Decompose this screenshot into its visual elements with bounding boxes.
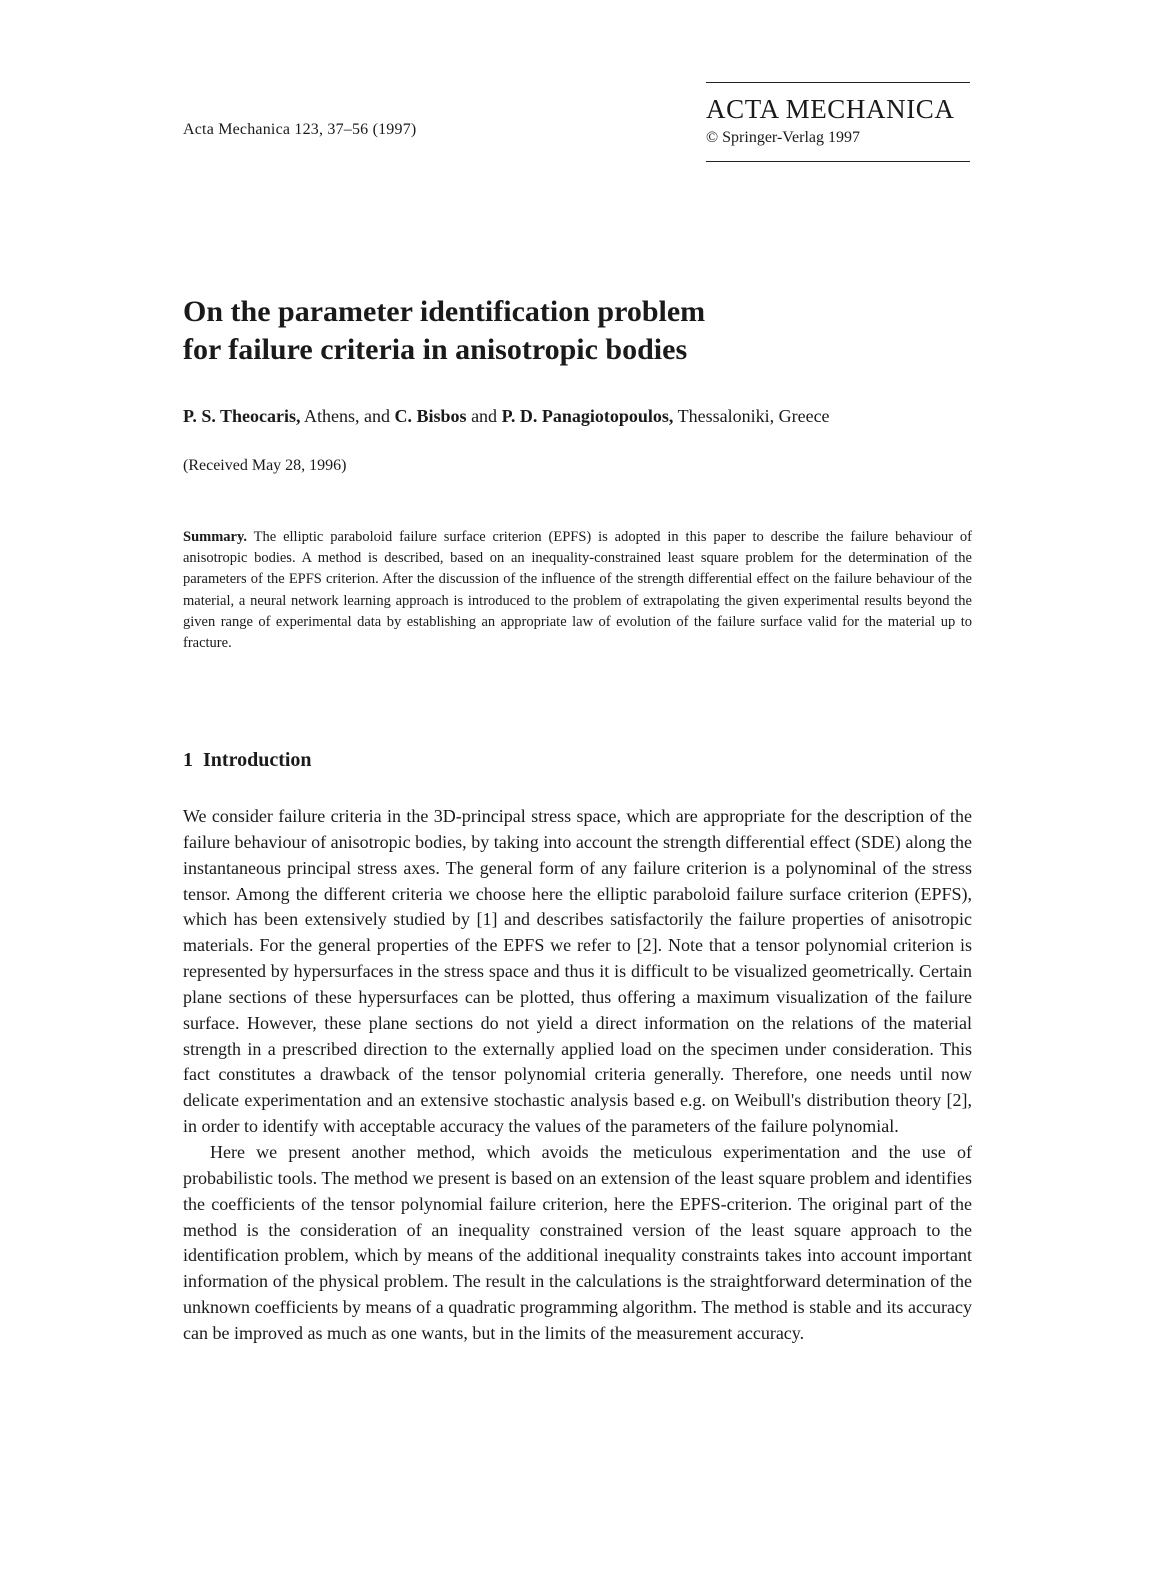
- body-paragraph: We consider failure criteria in the 3D-principal stress space, which are appropriate for the description of the failure behaviour of anisotropic bodies, by taking into account the strength differential effect (SDE) along the instantaneous principal stress axes. The general form of any failure criterion is a polynominal of the stress tensor. Among the different criteria we choose here the elliptic paraboloid failure surface criterion (EPFS), which has been extensively studied by [1] and describes satisfactorily the failure properties of anisotropic materials. For the general properties of the EPFS we refer to [2]. Note that a tensor polynomial criterion is represented by hypersurfaces in the stress space and thus it is difficult to be visualized geometrically. Certain plane sections of these hypersurfaces can be plotted, thus offering a maximum visualization of the failure surface. However, these plane sections do not yield a direct information on the relations of the material strength in a prescribed direction to the externally applied load on the specimen under consideration. This fact constitutes a drawback of the tensor polynomial criteria generally. Therefore, one needs until now delicate experimentation and an extensive stochastic analysis based e.g. on Weibull's distribution theory [2], in order to identify with acceptable accuracy the values of the parameters of the failure polynomial.: [183, 806, 972, 1137]
- journal-masthead: [706, 82, 970, 162]
- author-bisbos: C. Bisbos: [394, 406, 467, 426]
- introduction-body: [183, 804, 972, 1347]
- summary-text: The elliptic paraboloid failure surface criterion (EPFS) is adopted in this paper to describe the failure behaviour of anisotropic bodies. A method is described, based on an inequality-constrained least square problem for the determination of the parameters of the EPFS criterion. After the discussion of the influence of the strength differential effect on the failure behaviour of the material, a neural network learning approach is introduced to the problem of extrapolating the given experimental results beyond the given range of experimental data by establishing an appropriate law of evolution of the failure surface valid for the material up to fracture.: [183, 529, 972, 652]
- body-paragraph: Here we present another method, which avoids the meticulous experimentation and the use of probabilistic tools. The method we present is based on an extension of the least square problem and identifies the coefficients of the tensor polynomial failure criterion, here the EPFS-criterion. The original part of the method is the consideration of an inequality constrained version of the least square approach to the identification problem, which by means of the additional inequality constraints takes into account important information of the physical problem. The result in the calculations is the straightforward determination of the unknown coefficients by means of a quadratic programming algorithm. The method is stable and its accuracy can be improved as much as one wants, but in the limits of the measurement accuracy.: [183, 1141, 972, 1343]
- paper-title-line-1: On the parameter identification problem: [183, 295, 706, 328]
- summary-label: Summary.: [183, 529, 248, 545]
- paper-title: [183, 293, 983, 369]
- author-line: [183, 406, 830, 427]
- section-number: 1: [183, 749, 193, 771]
- masthead-bottom-rule: [706, 161, 970, 162]
- author-affiliation-thessaloniki: Thessaloniki, Greece: [673, 406, 830, 426]
- section-title: Introduction: [203, 749, 312, 771]
- paper-title-line-2: for failure criteria in anisotropic bodies: [183, 333, 688, 366]
- author-panagiotopoulos: P. D. Panagiotopoulos,: [501, 406, 674, 426]
- journal-citation: Acta Mechanica 123, 37–56 (1997): [183, 121, 417, 138]
- journal-copyright: © Springer-Verlag 1997: [706, 129, 861, 146]
- received-date: (Received May 28, 1996): [183, 457, 347, 474]
- journal-name: ACTA MECHANICA: [706, 94, 955, 124]
- author-affiliation-athens: Athens, and: [300, 406, 395, 426]
- author-conjunction: and: [466, 406, 502, 426]
- summary-abstract: [183, 527, 972, 654]
- section-heading-introduction: [183, 749, 312, 772]
- author-theocaris: P. S. Theocaris,: [183, 406, 301, 426]
- masthead-top-rule: [706, 82, 970, 83]
